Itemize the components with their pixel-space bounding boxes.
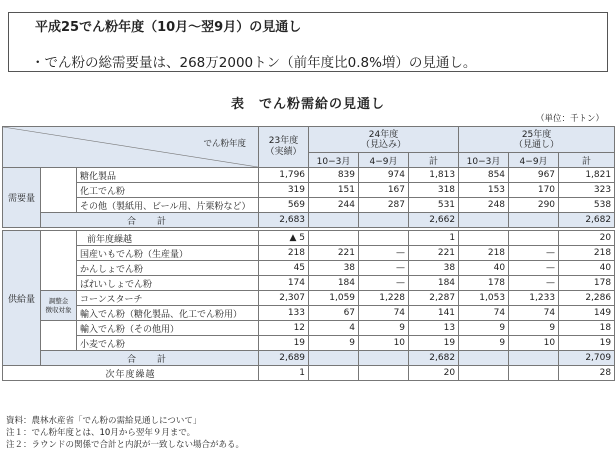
value-cell: 4 bbox=[309, 321, 359, 336]
header-y24: 24年度 （見込み） bbox=[309, 127, 459, 153]
value-cell: 1,233 bbox=[509, 291, 559, 306]
summary-text: ・でん粉の総需要量は、268万2000トン（前年度比0.8%増）の見通し。 bbox=[31, 55, 477, 71]
value-cell: 20 bbox=[559, 231, 615, 246]
header-y25: 25年度 （見通し） bbox=[459, 127, 615, 153]
value-cell: 9 bbox=[309, 336, 359, 351]
value-cell: — bbox=[359, 246, 409, 261]
notes bbox=[6, 415, 244, 451]
value-cell: 153 bbox=[459, 183, 509, 198]
value-cell: 167 bbox=[359, 183, 409, 198]
value-cell: 218 bbox=[559, 246, 615, 261]
note-source: 資料：農林水産省「でん粉の需給見通しについて」 bbox=[6, 416, 202, 426]
value-cell: 1,059 bbox=[309, 291, 359, 306]
value-cell bbox=[509, 366, 559, 381]
row-label: 国産いもでん粉（生産量） bbox=[77, 246, 259, 261]
value-cell: 10 bbox=[509, 336, 559, 351]
value-cell: 18 bbox=[559, 321, 615, 336]
row-label: その他（製紙用、ビール用、片栗粉など） bbox=[77, 198, 259, 213]
subheader-1: 4−9月 bbox=[359, 153, 409, 168]
value-cell bbox=[459, 231, 509, 246]
value-cell bbox=[359, 351, 409, 366]
value-cell: — bbox=[509, 276, 559, 291]
value-cell: 1,821 bbox=[559, 168, 615, 183]
row-label: 小麦でん粉 bbox=[77, 336, 259, 351]
summary-title: 平成25でん粉年度（10月〜翌9月）の見通し bbox=[31, 16, 305, 35]
value-cell: 174 bbox=[259, 276, 309, 291]
value-cell: — bbox=[509, 261, 559, 276]
value-cell: 12 bbox=[259, 321, 309, 336]
adjust-label: 調整金 徴収対象 bbox=[41, 291, 77, 321]
value-cell: 74 bbox=[359, 306, 409, 321]
value-cell: 2,682 bbox=[559, 213, 615, 228]
subheader-5: 計 bbox=[559, 153, 615, 168]
supply-indent-2 bbox=[41, 321, 77, 351]
demand-total-label: 合 計 bbox=[41, 213, 259, 228]
value-cell: 2,682 bbox=[409, 351, 459, 366]
demand-label: 需要量 bbox=[3, 168, 41, 228]
value-cell: 9 bbox=[359, 321, 409, 336]
value-cell: 2,307 bbox=[259, 291, 309, 306]
value-cell: 218 bbox=[259, 246, 309, 261]
table-row bbox=[3, 183, 615, 198]
value-cell: 67 bbox=[309, 306, 359, 321]
value-cell bbox=[509, 351, 559, 366]
value-cell: 19 bbox=[409, 336, 459, 351]
value-cell: 45 bbox=[259, 261, 309, 276]
row-label: 輸入でん粉（糖化製品、化工でん粉用） bbox=[77, 306, 259, 321]
value-cell: 184 bbox=[409, 276, 459, 291]
value-cell: 1,813 bbox=[409, 168, 459, 183]
supply-label: 供給量 bbox=[3, 231, 41, 366]
value-cell: 149 bbox=[559, 306, 615, 321]
table-row bbox=[3, 246, 615, 261]
value-cell: 2,689 bbox=[259, 351, 309, 366]
value-cell bbox=[459, 213, 509, 228]
value-cell: 967 bbox=[509, 168, 559, 183]
value-cell bbox=[309, 351, 359, 366]
table-row bbox=[3, 291, 615, 306]
value-cell bbox=[509, 231, 559, 246]
value-cell bbox=[309, 366, 359, 381]
value-cell: 531 bbox=[409, 198, 459, 213]
table-row bbox=[3, 231, 615, 246]
value-cell: 40 bbox=[559, 261, 615, 276]
supply-demand-table bbox=[2, 126, 615, 381]
value-cell bbox=[459, 366, 509, 381]
value-cell: 38 bbox=[409, 261, 459, 276]
value-cell: 38 bbox=[309, 261, 359, 276]
value-cell bbox=[359, 366, 409, 381]
row-label: 輸入でん粉（その他用） bbox=[77, 321, 259, 336]
table-row bbox=[3, 198, 615, 213]
value-cell: 318 bbox=[409, 183, 459, 198]
value-cell: 74 bbox=[509, 306, 559, 321]
value-cell: 13 bbox=[409, 321, 459, 336]
row-label: コーンスターチ bbox=[77, 291, 259, 306]
value-cell: 19 bbox=[559, 336, 615, 351]
summary-box bbox=[8, 12, 608, 72]
table-title: 表 でん粉需給の見通し bbox=[230, 97, 385, 112]
value-cell: 221 bbox=[309, 246, 359, 261]
value-cell: 974 bbox=[359, 168, 409, 183]
value-cell bbox=[359, 213, 409, 228]
value-cell: 569 bbox=[259, 198, 309, 213]
table-row bbox=[3, 261, 615, 276]
value-cell: 221 bbox=[409, 246, 459, 261]
row-label: 前年度繰越 bbox=[77, 231, 259, 246]
value-cell: 19 bbox=[259, 336, 309, 351]
value-cell: 1,053 bbox=[459, 291, 509, 306]
value-cell bbox=[509, 213, 559, 228]
supply-total-label: 合 計 bbox=[41, 351, 259, 366]
value-cell: 9 bbox=[459, 321, 509, 336]
value-cell: 2,287 bbox=[409, 291, 459, 306]
value-cell: 854 bbox=[459, 168, 509, 183]
table-row bbox=[3, 276, 615, 291]
subheader-3: 10−3月 bbox=[459, 153, 509, 168]
table-row bbox=[3, 213, 615, 228]
value-cell: 1,796 bbox=[259, 168, 309, 183]
table-row bbox=[3, 168, 615, 183]
value-cell: 178 bbox=[559, 276, 615, 291]
row-label: かんしょでん粉 bbox=[77, 261, 259, 276]
value-cell: 218 bbox=[459, 246, 509, 261]
value-cell: 2,286 bbox=[559, 291, 615, 306]
value-cell: — bbox=[359, 261, 409, 276]
table-row bbox=[3, 351, 615, 366]
value-cell bbox=[309, 213, 359, 228]
table-row bbox=[3, 366, 615, 381]
value-cell: 319 bbox=[259, 183, 309, 198]
value-cell: 133 bbox=[259, 306, 309, 321]
value-cell: 323 bbox=[559, 183, 615, 198]
note-1: 注１：でん粉年度とは、10月から翌年９月まで。 bbox=[6, 428, 196, 438]
value-cell: 141 bbox=[409, 306, 459, 321]
value-cell: 184 bbox=[309, 276, 359, 291]
value-cell: 20 bbox=[409, 366, 459, 381]
value-cell: — bbox=[509, 246, 559, 261]
subheader-2: 計 bbox=[409, 153, 459, 168]
row-label: 糖化製品 bbox=[77, 168, 259, 183]
value-cell: 290 bbox=[509, 198, 559, 213]
row-label: 化工でん粉 bbox=[77, 183, 259, 198]
value-cell: 2,662 bbox=[409, 213, 459, 228]
value-cell: 1 bbox=[409, 231, 459, 246]
value-cell bbox=[309, 231, 359, 246]
value-cell: 2,709 bbox=[559, 351, 615, 366]
table-row bbox=[3, 336, 615, 351]
value-cell: 248 bbox=[459, 198, 509, 213]
unit-label: （単位：千トン） bbox=[535, 114, 604, 124]
demand-indent bbox=[41, 168, 77, 213]
value-cell bbox=[459, 351, 509, 366]
value-cell: 2,683 bbox=[259, 213, 309, 228]
value-cell: 1 bbox=[259, 366, 309, 381]
value-cell: 244 bbox=[309, 198, 359, 213]
value-cell: 839 bbox=[309, 168, 359, 183]
value-cell: 40 bbox=[459, 261, 509, 276]
header-y23: 23年度 （実績） bbox=[259, 127, 309, 168]
value-cell: 538 bbox=[559, 198, 615, 213]
supply-indent bbox=[41, 231, 77, 291]
value-cell: 1,228 bbox=[359, 291, 409, 306]
value-cell: 28 bbox=[559, 366, 615, 381]
subheader-0: 10−3月 bbox=[309, 153, 359, 168]
value-cell: 74 bbox=[459, 306, 509, 321]
value-cell: 9 bbox=[509, 321, 559, 336]
carryover-label: 次年度繰越 bbox=[3, 366, 259, 381]
value-cell bbox=[359, 231, 409, 246]
value-cell: 287 bbox=[359, 198, 409, 213]
value-cell: 170 bbox=[509, 183, 559, 198]
note-2: 注２：ラウンドの関係で合計と内訳が一致しない場合がある。 bbox=[6, 440, 245, 450]
value-cell: — bbox=[359, 276, 409, 291]
row-label: ばれいしょでん粉 bbox=[77, 276, 259, 291]
subheader-4: 4−9月 bbox=[509, 153, 559, 168]
table-row bbox=[3, 321, 615, 336]
value-cell: 151 bbox=[309, 183, 359, 198]
value-cell: ▲ 5 bbox=[259, 231, 309, 246]
value-cell: 178 bbox=[459, 276, 509, 291]
corner-header bbox=[3, 127, 259, 168]
value-cell: 9 bbox=[459, 336, 509, 351]
corner-label: でん粉年度 bbox=[203, 139, 247, 149]
table-row bbox=[3, 306, 615, 321]
value-cell: 10 bbox=[359, 336, 409, 351]
